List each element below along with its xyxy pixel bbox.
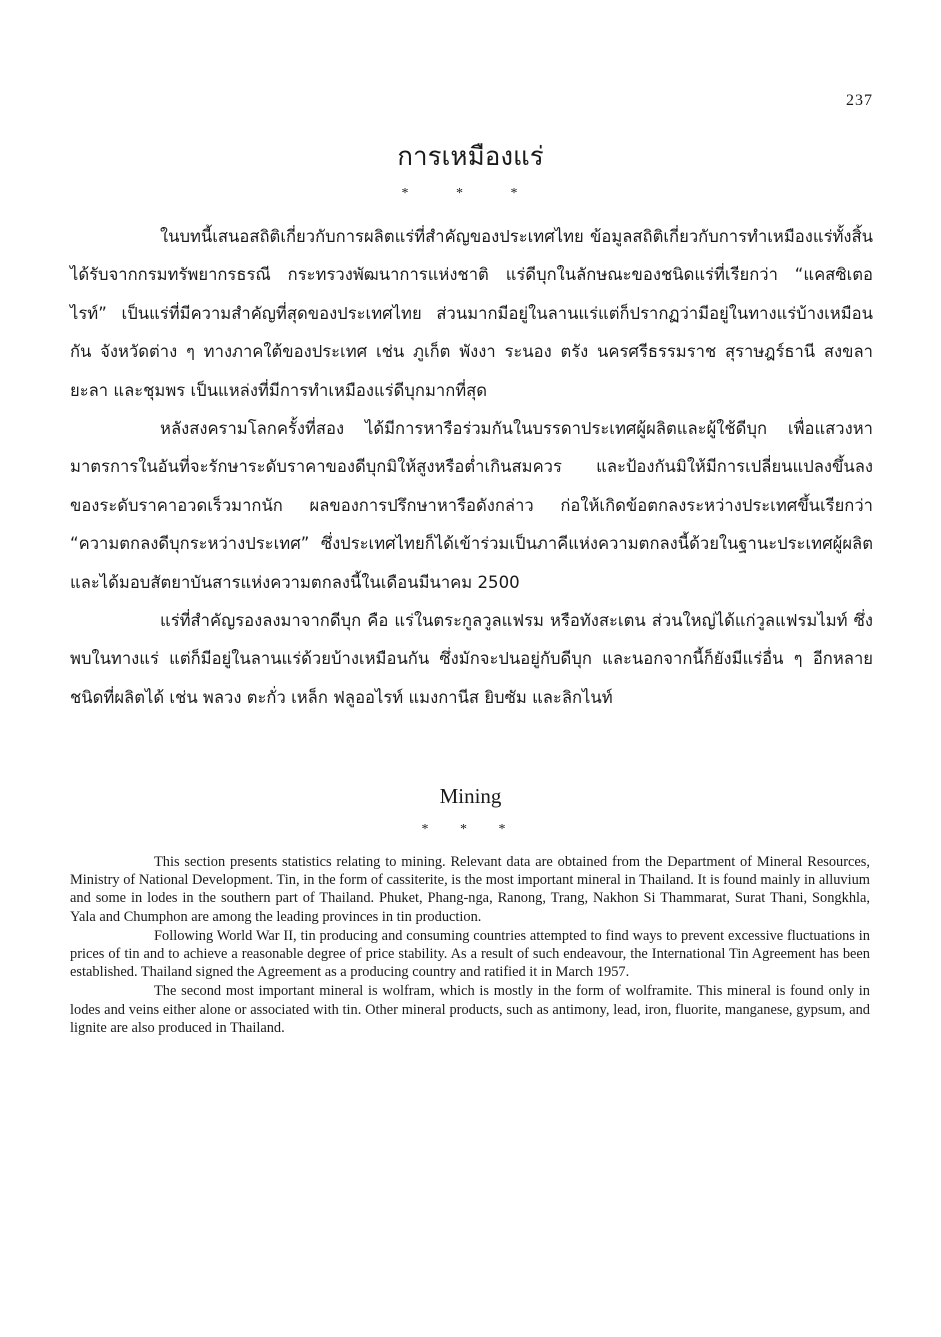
english-paragraph-3: The second most important mineral is wolfram, which is mostly in the form of wolframite. This mineral is found only in lodes and veins either alone or associated with tin. Other mineral products, such as antimony, lead, iron, fluorite, manganese, gypsum, and lignite are also produced in Thailand. <box>70 983 870 1036</box>
thai-separator: * * * <box>401 186 540 201</box>
english-paragraph-2: Following World War II, tin producing and consuming countries attempted to find ways to prevent excessive fluctuations in prices of tin and to achieve a reasonable degree of price stability. As a result of such endeavour, the International Tin Agreement has been established. Thailand signed the Agreement as a producing country and ratified it in March 1957. <box>70 927 870 981</box>
thai-paragraph-3: แร่ที่สำคัญรองลงมาจากดีบุก คือ แร่ในตระกูลวูลแฟรม หรือทังสะเตน ส่วนใหญ่ได้แก่วูลแฟรมไมท์ ซึ่งพบในทางแร่ แต่ก็มีอยู่ในลานแร่ด้วยบ้างเหมือนกัน ซึ่งมักจะปนอยู่กับดีบุก และนอกจากนี้ก็ยังมีแร่อื่น ๆ อีกหลายชนิดที่ผลิตได้ เช่น พลวง ตะกั่ว เหล็ก ฟลูออไรท์ แมงกานีส ยิบซัม และลิกไนท์ <box>70 611 873 707</box>
thai-section-title: การเหมืองแร่ <box>397 142 544 172</box>
thai-paragraph-2: หลังสงครามโลกครั้งที่สอง ได้มีการหารือร่วมกันในบรรดาประเทศผู้ผลิตและผู้ใช้ดีบุก เพื่อแสวงหามาตรการในอันที่จะรักษาระดับราคาของดีบุกมิให้สูงหรือต่ำเกินสมควร และป้องกันมิให้มีการเปลี่ยนแปลงขึ้นลงของระดับราคาอวดเร็วมากนัก ผลของการปรึกษาหารือดังกล่าว ก่อให้เกิดข้อตกลงระหว่างประเทศขึ้นเรียกว่า “ความตกลงดีบุกระหว่างประเทศ” ซึ่งประเทศไทยก็ได้เข้าร่วมเป็นภาคีแห่งความตกลงนี้ด้วยในฐานะประเทศผู้ผลิตและได้มอบสัตยาบันสารแห่งความตกลงนี้ในเดือนมีนาคม 2500 <box>70 419 873 592</box>
english-separator: * * * <box>421 822 520 837</box>
page-number: 237 <box>846 92 873 109</box>
english-section-body <box>70 853 870 1038</box>
english-section-title: Mining <box>439 784 502 808</box>
thai-section-body <box>70 218 873 717</box>
thai-paragraph-1: ในบทนี้เสนอสถิติเกี่ยวกับการผลิตแร่ที่สำคัญของประเทศไทย ข้อมูลสถิติเกี่ยวกับการทำเหมืองแร่ทั้งสิ้น ได้รับจากกรมทรัพยากรธรณี กระทรวงพัฒนาการแห่งชาติ แร่ดีบุกในลักษณะของชนิดแร่ที่เรียกว่า “แคสซิเตอไรท์” เป็นแร่ที่มีความสำคัญที่สุดของประเทศไทย ส่วนมากมีอยู่ในลานแร่แต่ก็ปรากฏว่ามีอยู่ในทางแร่บ้างเหมือนกัน จังหวัดต่าง ๆ ทางภาคใต้ของประเทศ เช่น ภูเก็ต พังงา ระนอง ตรัง นครศรีธรรมราช สุราษฎร์ธานี สงขลา ยะลา และชุมพร เป็นแหล่งที่มีการทำเหมืองแร่ดีบุกมากที่สุด <box>70 227 873 400</box>
english-paragraph-1: This section presents statistics relating to mining. Relevant data are obtained from the Department of Mineral Resources, Ministry of National Development. Tin, in the form of cassiterite, is the most important mineral in Thailand. It is found mainly in alluvium and some in lodes in the southern part of Thailand. Phuket, Phang-nga, Ranong, Trang, Nakhon Si Thammarat, Surat Thani, Songkhla, Yala and Chumphon are among the leading provinces in tin production. <box>70 854 870 925</box>
